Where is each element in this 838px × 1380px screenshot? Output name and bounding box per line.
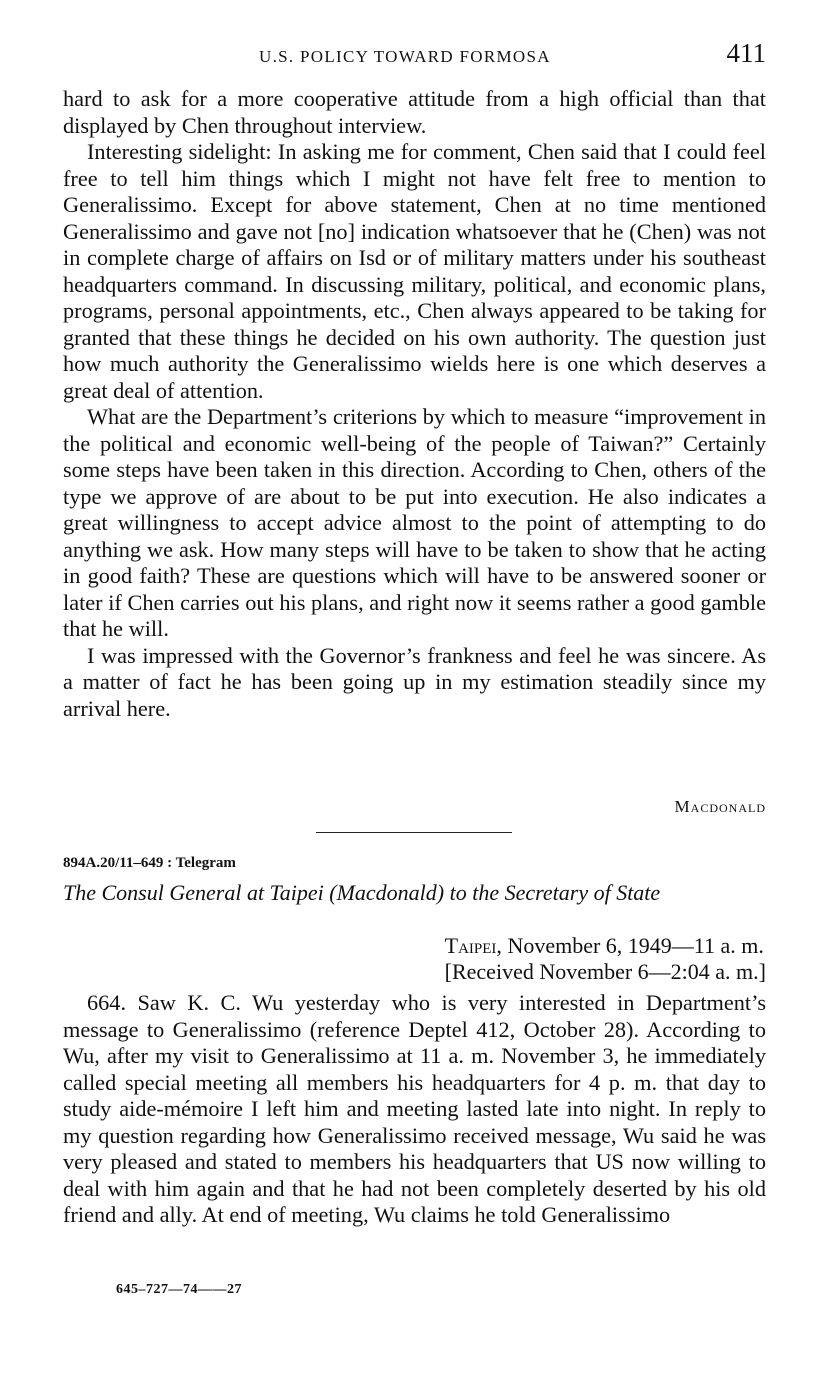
- telegram-body: [63, 990, 766, 1229]
- paragraph: 664. Saw K. C. Wu yesterday who is very interested in Department’s message to Generalissimo (reference Deptel 412, October 28). According to Wu, after my visit to Generalissimo at 11 a. m. November 3, he immediately called special meeting all members his headquarters for 4 p. m. that day to study aide-mémoire I left him and meeting lasted late into night. In reply to my question regarding how Generalissimo received message, Wu said he was very pleased and stated to members his headquarters that US now willing to deal with him again and that he had not been completely deserted by his old friend and ally. At end of meeting, Wu claims he told Generalissimo: [63, 990, 766, 1227]
- printer-code: 645–727—74——27: [116, 1282, 242, 1297]
- place-name: Taipei,: [444, 933, 502, 958]
- date-time: November 6, 1949—11 a. m.: [507, 933, 764, 958]
- date-line: [445, 933, 766, 959]
- paragraph: hard to ask for a more cooperative attitude from a high official than that displayed by Chen throughout interview.: [63, 86, 766, 138]
- page-header: [63, 38, 766, 72]
- page-number: 411: [726, 38, 766, 68]
- paragraph: I was impressed with the Governor’s frankness and feel he was sincere. As a matter of fact he has been going up in my estimation steadily since my arrival here.: [63, 642, 766, 721]
- previous-document-body: [63, 86, 766, 722]
- file-reference: 894A.20/11–649 : Telegram: [63, 855, 236, 871]
- running-head: U.S. POLICY TOWARD FORMOSA: [259, 47, 551, 66]
- dateline: [445, 933, 766, 985]
- document-title: The Consul General at Taipei (Macdonald) to the Secretary of State: [63, 880, 661, 905]
- paragraph: What are the Department’s criterions by which to measure “improvement in the political and economic well-being of the people of Taiwan?” Certainly some steps have been taken in this direction. According to Chen, others of the type we approve of are about to be put into execution. He also indicates a great willingness to accept advice almost to the point of attempting to do anything we ask. How many steps will have to be taken to show that he acting in good faith? These are questions which will have to be answered sooner or later if Chen carries out his plans, and right now it seems rather a good gamble that he will.: [63, 404, 766, 641]
- section-divider: [316, 832, 512, 833]
- signature: Macdonald: [674, 797, 766, 816]
- document-page: [63, 0, 766, 1380]
- paragraph: Interesting sidelight: In asking me for comment, Chen said that I could feel free to tell him things which I might not have felt free to mention to Generalissimo. Except for above statement, Chen at no time mentioned Generalissimo and gave not [no] indication whatsoever that he (Chen) was not in complete charge of affairs on Isd or of military matters under his southeast headquarters command. In discussing military, political, and economic plans, programs, personal appointments, etc., Chen always appeared to be taking for granted that these things he decided on his own authority. The question just how much authority the Generalissimo wields here is one which deserves a great deal of attention.: [63, 139, 766, 403]
- received-line: [Received November 6—2:04 a. m.]: [444, 959, 766, 984]
